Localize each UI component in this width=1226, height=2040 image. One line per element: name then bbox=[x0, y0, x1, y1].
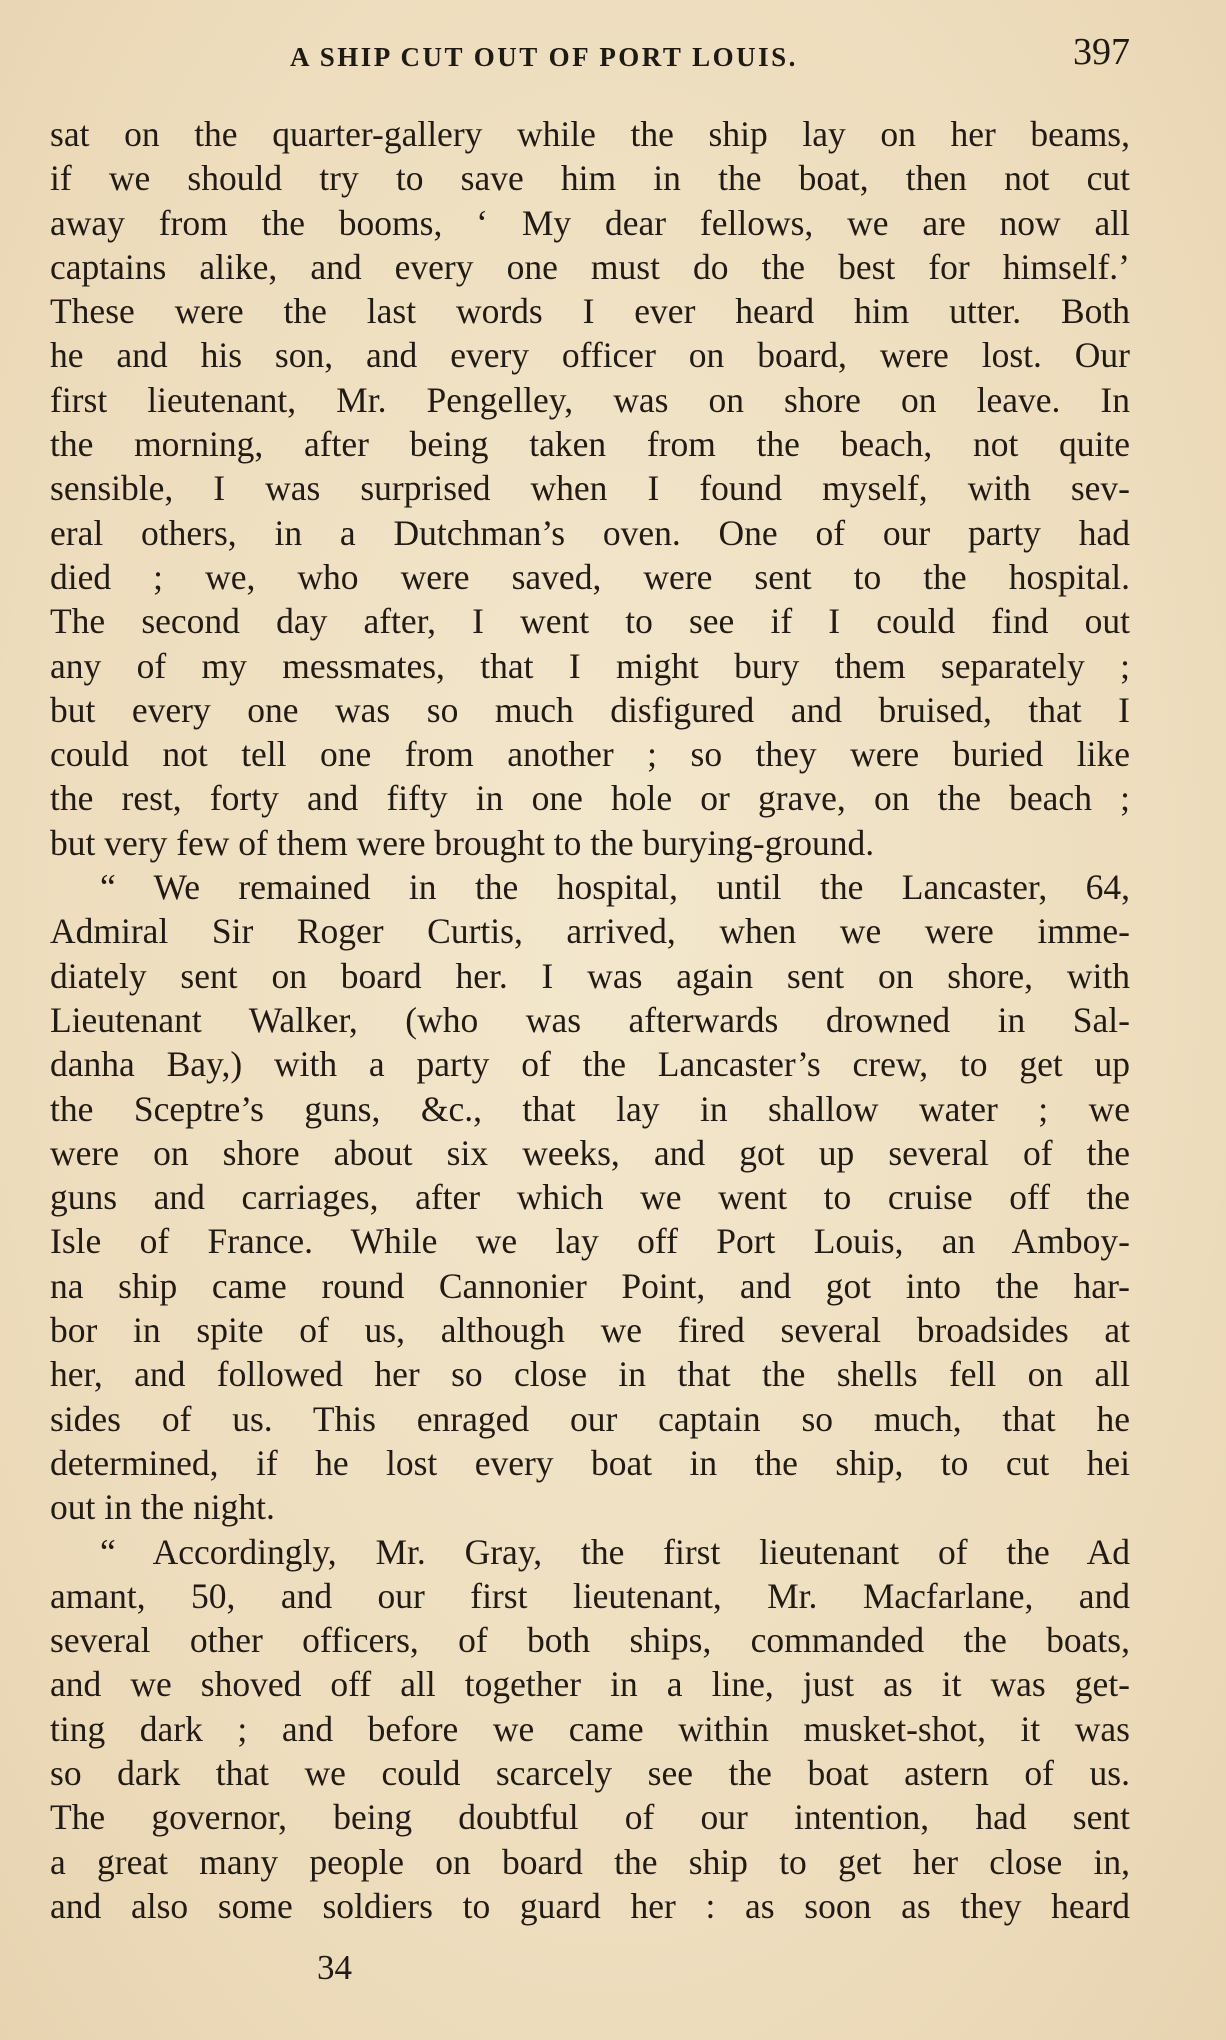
text-line: sat on the quarter-gallery while the ship lay on her beams, bbox=[50, 114, 1130, 154]
text-line: guns and carriages, after which we went to cruise off the bbox=[50, 1177, 1130, 1218]
text-line: ting dark ; and before we came within musket-shot, it was bbox=[50, 1708, 1130, 1749]
text-line: These were the last words I ever heard him utter. Both bbox=[50, 291, 1130, 332]
text-line: could not tell one from another ; so they were buried like bbox=[50, 734, 1130, 775]
text-line: several other officers, of both ships, commanded the boats, bbox=[50, 1620, 1130, 1661]
text-line: away from the booms, ‘ My dear fellows, we are now all bbox=[50, 202, 1130, 243]
text-line: first lieutenant, Mr. Pengelley, was on shore on leave. In bbox=[50, 379, 1130, 420]
text-line: and also some soldiers to guard her : as soon as they heard bbox=[50, 1885, 1130, 1926]
text-line: so dark that we could scarcely see the boat astern of us. bbox=[50, 1752, 1130, 1793]
body-text bbox=[50, 112, 1130, 1928]
text-line: na ship came round Cannonier Point, and got into the har- bbox=[50, 1265, 1130, 1306]
text-line: were on shore about six weeks, and got up several of the bbox=[50, 1132, 1130, 1173]
text-line: Lieutenant Walker, (who was afterwards drowned in Sal- bbox=[50, 999, 1130, 1040]
text-line: danha Bay,) with a party of the Lancaster’s crew, to get up bbox=[50, 1044, 1130, 1085]
text-line: The governor, being doubtful of our intention, had sent bbox=[50, 1797, 1130, 1838]
text-line: out in the night. bbox=[50, 1487, 275, 1528]
paragraph-start-line: “ Accordingly, Mr. Gray, the first lieutenant of the Ad bbox=[100, 1531, 1130, 1572]
text-line: captains alike, and every one must do the best for himself.’ bbox=[50, 246, 1130, 287]
text-line: eral others, in a Dutchman’s oven. One of our party had bbox=[50, 512, 1130, 553]
text-line: The second day after, I went to see if I could find out bbox=[50, 601, 1130, 642]
text-line: her, and followed her so close in that the shells fell on all bbox=[50, 1354, 1130, 1395]
text-line: the morning, after being taken from the beach, not quite bbox=[50, 424, 1130, 465]
text-line: he and his son, and every officer on board, were lost. Our bbox=[50, 335, 1130, 376]
text-line: the rest, forty and fifty in one hole or grave, on the beach ; bbox=[50, 778, 1130, 819]
text-line: if we should try to save him in the boat, then not cut bbox=[50, 158, 1130, 199]
text-line: but every one was so much disfigured and bruised, that I bbox=[50, 689, 1130, 730]
text-line: amant, 50, and our first lieutenant, Mr. Macfarlane, and bbox=[50, 1575, 1130, 1616]
text-line: the Sceptre’s guns, &c., that lay in shallow water ; we bbox=[50, 1088, 1130, 1129]
paragraph-start-line: “ We remained in the hospital, until the Lancaster, 64, bbox=[100, 867, 1130, 908]
page-header bbox=[50, 30, 1130, 80]
text-line: a great many people on board the ship to get her close in, bbox=[50, 1841, 1130, 1882]
text-line: any of my messmates, that I might bury them separately ; bbox=[50, 645, 1130, 686]
text-line: sides of us. This enraged our captain so much, that he bbox=[50, 1398, 1130, 1439]
text-line: sensible, I was surprised when I found myself, with sev- bbox=[50, 468, 1130, 509]
text-line: Isle of France. While we lay off Port Louis, an Amboy- bbox=[50, 1221, 1130, 1262]
running-title: A SHIP CUT OUT OF PORT LOUIS. bbox=[290, 42, 798, 72]
text-line: Admiral Sir Roger Curtis, arrived, when we were imme- bbox=[50, 911, 1130, 952]
text-line: determined, if he lost every boat in the ship, to cut hei bbox=[50, 1442, 1130, 1483]
text-line: died ; we, who were saved, were sent to the hospital. bbox=[50, 556, 1130, 597]
text-line: but very few of them were brought to the burying-ground. bbox=[50, 822, 875, 863]
text-line: and we shoved off all together in a line, just as it was get- bbox=[50, 1664, 1130, 1705]
text-line: bor in spite of us, although we fired several broadsides at bbox=[50, 1310, 1130, 1351]
page-number: 397 bbox=[1073, 31, 1130, 73]
text-line: diately sent on board her. I was again sent on shore, with bbox=[50, 955, 1130, 996]
signature-mark: 34 bbox=[317, 1948, 352, 1987]
